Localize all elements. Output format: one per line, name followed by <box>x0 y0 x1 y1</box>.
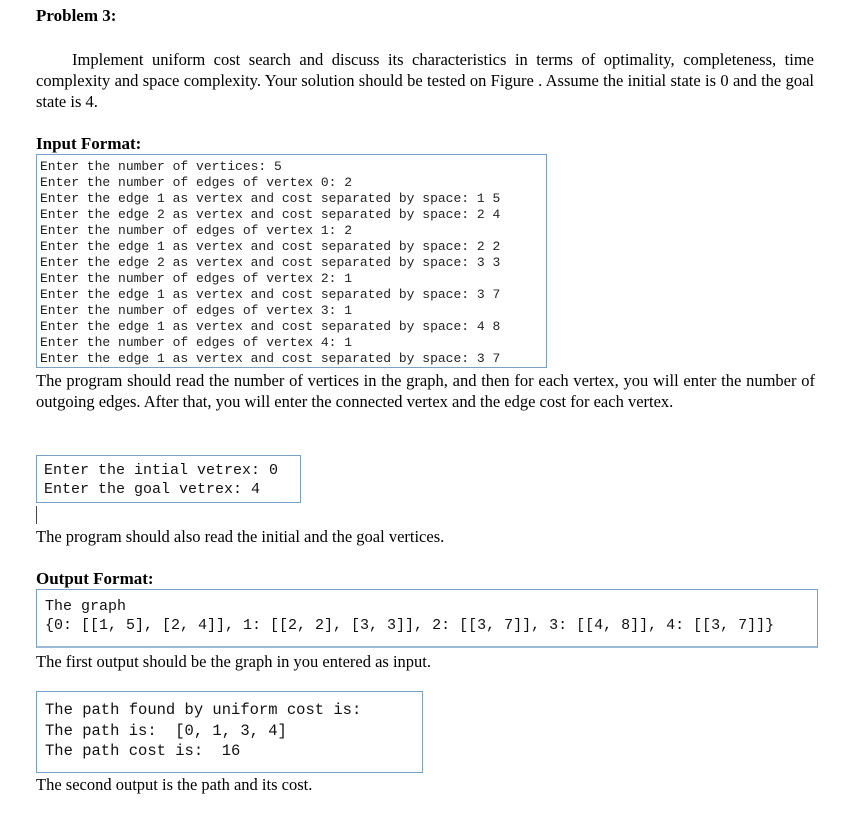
console-line: Enter the edge 2 as vertex and cost separated by space: 2 4 <box>40 207 501 222</box>
console-line: Enter the number of edges of vertex 3: 1 <box>40 303 353 318</box>
console-line: The path cost is: 16 <box>45 742 241 760</box>
console-line: Enter the number of edges of vertex 4: 1 <box>40 335 353 350</box>
path-output-box <box>36 691 423 773</box>
input-console-box <box>36 154 547 368</box>
input-explanation: The program should read the number of vertices in the graph, and then for each vertex, you will enter the number of outgoing edges. After that, you will enter the connected vertex and the edge cost for each vertex. <box>36 371 815 411</box>
console-line: The path found by uniform cost is: <box>45 701 362 719</box>
problem-description: Implement uniform cost search and discuss its characteristics in terms of optimality, completeness, time complexity and space complexity. Your solution should be tested on Figure . Assume the initial state is 0 and the goal state is 4. <box>36 50 814 111</box>
console-line: Enter the edge 1 as vertex and cost separated by space: 3 7 <box>40 287 501 302</box>
console-line: Enter the edge 2 as vertex and cost separated by space: 3 3 <box>40 255 501 270</box>
console-line: Enter the goal vetrex: 4 <box>44 481 261 498</box>
console-line: Enter the edge 1 as vertex and cost separated by space: 1 5 <box>40 191 501 206</box>
console-line: Enter the intial vetrex: 0 <box>44 462 279 479</box>
console-line: Enter the edge 1 as vertex and cost separated by space: 4 8 <box>40 319 501 334</box>
console-line: Enter the edge 1 as vertex and cost separated by space: 3 7 <box>40 351 501 366</box>
console-line: The graph <box>45 598 127 615</box>
path-explanation: The second output is the path and its cost. <box>36 775 313 794</box>
vertex-console-box <box>36 455 301 503</box>
problem-title: Problem 3: <box>36 6 117 25</box>
input-format-heading: Input Format: <box>36 134 142 153</box>
console-line: Enter the number of edges of vertex 2: 1 <box>40 271 353 286</box>
graph-explanation: The first output should be the graph in you entered as input. <box>36 652 432 671</box>
graph-output-box <box>36 589 818 648</box>
console-line: Enter the number of edges of vertex 1: 2 <box>40 223 353 238</box>
console-line: The path is: [0, 1, 3, 4] <box>45 721 287 740</box>
console-line: Enter the edge 1 as vertex and cost separated by space: 2 2 <box>40 239 501 254</box>
console-line: Enter the number of vertices: 5 <box>40 159 282 174</box>
console-line: {0: [[1, 5], [2, 4]], 1: [[2, 2], [3, 3]], 2: [[3, 7]], 3: [[4, 8]], 4: [[3, 7]]} <box>45 617 775 634</box>
console-line: Enter the number of edges of vertex 0: 2 <box>40 175 353 190</box>
vertex-explanation: The program should also read the initial and the goal vertices. <box>36 527 445 546</box>
text-cursor <box>36 506 37 524</box>
output-format-heading: Output Format: <box>36 569 154 588</box>
